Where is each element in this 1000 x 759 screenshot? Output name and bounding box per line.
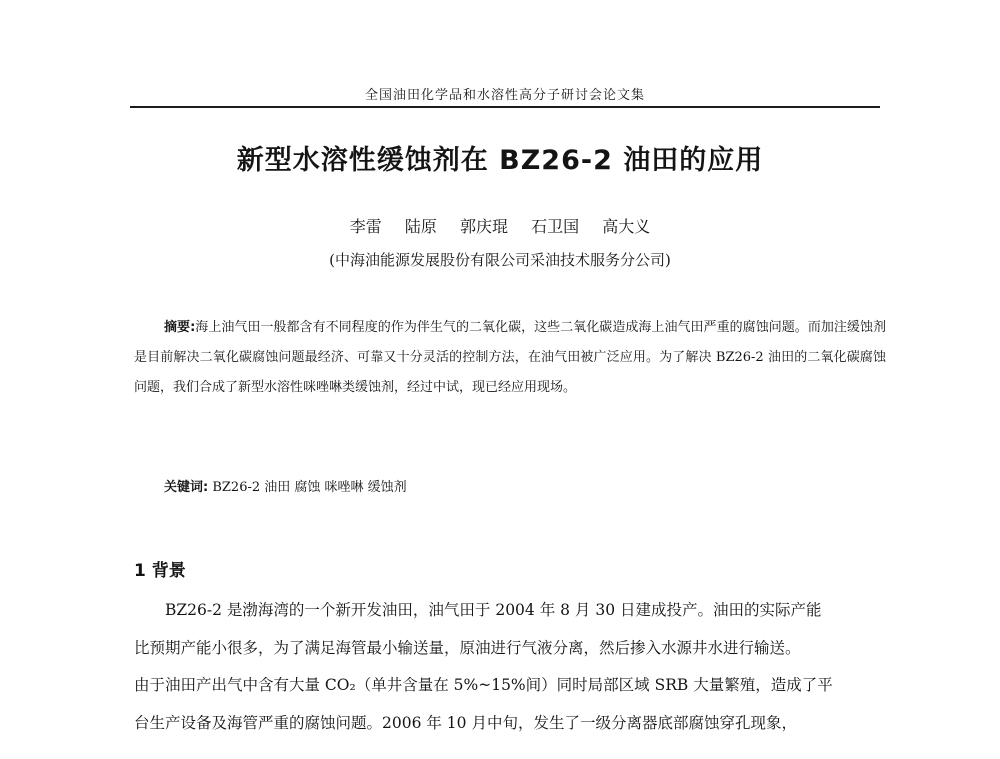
author-list: [0, 214, 1000, 237]
body-line: 由于油田产出气中含有大量 CO₂（单井含量在 5%~15%间）同时局部区域 SRB 大量繁殖，造成了平: [134, 676, 833, 694]
author-name: 陆原: [404, 217, 437, 236]
body-line: 比预期产能小很多，为了满足海管最小输送量，原油进行气液分离，然后掺入水源井水进行输送。: [134, 638, 801, 657]
section-heading: 1 背景: [134, 561, 186, 581]
running-header: 全国油田化学品和水溶性高分子研讨会论文集: [364, 88, 645, 103]
abstract-label: 摘要:: [164, 320, 196, 335]
paper-title: 新型水溶性缓蚀剂在 BZ26-2 油田的应用: [236, 145, 764, 176]
author-name: 石卫国: [531, 217, 580, 236]
keywords-line: [164, 476, 407, 495]
header-rule: [130, 106, 880, 108]
keywords-label: 关键词:: [164, 480, 209, 495]
author-name: 李雷: [349, 217, 382, 236]
author-affiliation: (中海油能源发展股份有限公司采油技术服务分公司): [329, 251, 671, 269]
abstract-paragraph: [134, 313, 886, 403]
author-name: 郭庆琨: [459, 217, 508, 236]
body-line: BZ26-2 是渤海湾的一个新开发油田，油气田于 2004 年 8 月 30 日建成投产。油田的实际产能: [165, 601, 822, 619]
author-name: 高大义: [602, 217, 651, 236]
section-body: [134, 592, 884, 742]
abstract-text: 海上油气田一般都含有不同程度的作为伴生气的二氧化碳，这些二氧化碳造成海上油气田严重的腐蚀问题。而加注缓蚀剂是目前解决二氧化碳腐蚀问题最经济、可靠又十分灵活的控制方法，在油气田被广泛应用。为了解决 BZ26-2 油田的二氧化碳腐蚀问题，我们合成了新型水溶性咪唑啉类缓蚀剂，经过中试，现已经应用现场。: [134, 320, 886, 395]
keywords-text: BZ26-2 油田 腐蚀 咪唑啉 缓蚀剂: [212, 480, 407, 495]
body-line: 台生产设备及海管严重的腐蚀问题。2006 年 10 月中旬，发生了一级分离器底部腐蚀穿孔现象，: [134, 713, 797, 732]
